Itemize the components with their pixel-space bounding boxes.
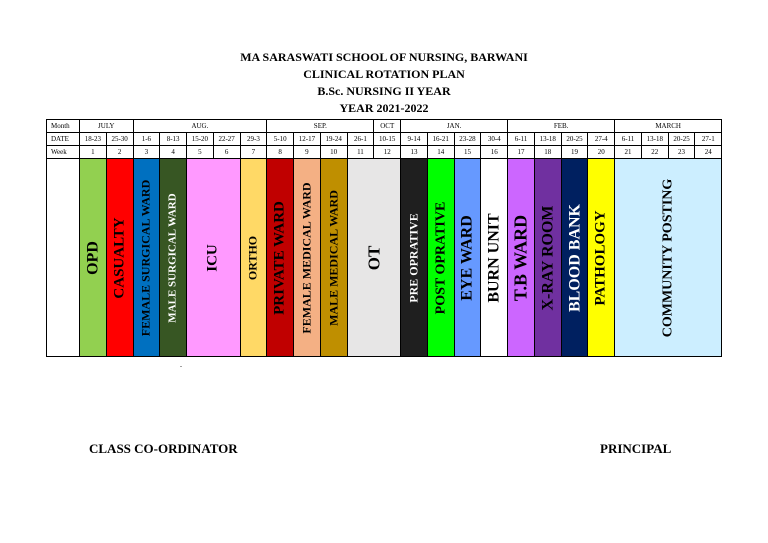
class-coordinator-signature: CLASS CO-ORDINATOR (89, 441, 238, 456)
month-cell: AUG. (133, 120, 267, 133)
week-cell: 14 (427, 146, 454, 159)
week-cell: 9 (294, 146, 321, 159)
posting-cell (106, 159, 133, 357)
date-cell: 25-30 (106, 133, 133, 146)
week-cell: 8 (267, 146, 294, 159)
week-cell: 7 (240, 146, 267, 159)
posting-cell (427, 159, 454, 357)
date-row (47, 133, 722, 146)
posting-label: MALE SURGICAL WARD (166, 192, 179, 323)
date-cell: 19-24 (320, 133, 347, 146)
week-cell: 16 (481, 146, 508, 159)
posting-label: X-RAY ROOM (539, 204, 557, 311)
week-cell: 10 (320, 146, 347, 159)
posting-cell (534, 159, 561, 357)
posting-label: OT (364, 245, 384, 270)
posting-label: OPD (84, 240, 102, 275)
posting-label: PRIVATE WARD (271, 200, 288, 315)
posting-cell (320, 159, 347, 357)
date-cell: 10-15 (374, 133, 401, 146)
posting-cell (160, 159, 187, 357)
date-cell: 6-11 (615, 133, 642, 146)
week-cell: 23 (668, 146, 695, 159)
date-cell: 16-21 (427, 133, 454, 146)
posting-cell (80, 159, 107, 357)
week-cell: 12 (374, 146, 401, 159)
posting-label: CASUALTY (111, 216, 128, 299)
posting-label: MALE MEDICAL WARD (326, 189, 341, 326)
posting-label: PRE OPRATIVE (406, 212, 421, 303)
week-cell: 13 (401, 146, 428, 159)
date-row-label: DATE (47, 133, 80, 146)
date-cell: 26-1 (347, 133, 374, 146)
rotation-table (46, 119, 722, 357)
week-cell: 11 (347, 146, 374, 159)
posting-label: EYE WARD (458, 214, 476, 301)
week-row-label: Week (47, 146, 80, 159)
posting-cell (294, 159, 321, 357)
posting-cell (267, 159, 294, 357)
date-cell: 20-25 (561, 133, 588, 146)
week-cell: 3 (133, 146, 160, 159)
posting-label: BLOOD BANK (566, 203, 583, 312)
month-cell: JULY (80, 120, 134, 133)
month-row-label: Month (47, 120, 80, 133)
posting-label: FEMALE MEDICAL WARD (299, 181, 314, 334)
date-cell: 6-11 (508, 133, 535, 146)
date-cell: 9-14 (401, 133, 428, 146)
posting-label: COMMUNITY POSTING (660, 178, 676, 337)
month-cell: FEB. (508, 120, 615, 133)
date-cell: 22-27 (213, 133, 240, 146)
date-cell: 12-17 (294, 133, 321, 146)
posting-label: FEMALE SURGICAL WARD (138, 179, 153, 336)
posting-cell (508, 159, 535, 357)
date-cell: 1-6 (133, 133, 160, 146)
week-cell: 18 (534, 146, 561, 159)
posting-row (47, 159, 722, 357)
posting-cell (240, 159, 267, 357)
posting-cell (561, 159, 588, 357)
week-cell: 15 (454, 146, 481, 159)
posting-cell (187, 159, 241, 357)
date-cell: 8-13 (160, 133, 187, 146)
month-cell: SEP. (267, 120, 374, 133)
week-cell: 17 (508, 146, 535, 159)
month-cell: OCT (374, 120, 401, 133)
date-cell: 5-10 (267, 133, 294, 146)
posting-row-label (47, 159, 80, 357)
week-cell: 19 (561, 146, 588, 159)
week-cell: 6 (213, 146, 240, 159)
posting-label: BURN UNIT (485, 212, 503, 303)
date-cell: 29-3 (240, 133, 267, 146)
week-cell: 20 (588, 146, 615, 159)
month-row (47, 120, 722, 133)
date-cell: 13-18 (641, 133, 668, 146)
stray-mark: . (180, 360, 182, 369)
week-cell: 21 (615, 146, 642, 159)
week-cell: 5 (187, 146, 214, 159)
week-cell: 1 (80, 146, 107, 159)
program-title: B.Sc. NURSING II YEAR (317, 84, 451, 98)
plan-title: CLINICAL ROTATION PLAN (303, 67, 465, 81)
posting-label: PATHOLOGY (592, 209, 609, 306)
date-cell: 20-25 (668, 133, 695, 146)
posting-cell (615, 159, 722, 357)
date-cell: 18-23 (80, 133, 107, 146)
week-cell: 22 (641, 146, 668, 159)
principal-signature: PRINCIPAL (600, 441, 672, 456)
month-cell: JAN. (401, 120, 508, 133)
posting-label: T.B WARD (510, 214, 531, 301)
month-cell: MARCH (615, 120, 722, 133)
week-cell: 2 (106, 146, 133, 159)
posting-cell (588, 159, 615, 357)
posting-label: ICU (204, 243, 221, 272)
date-cell: 27-4 (588, 133, 615, 146)
posting-label: ORTHO (245, 235, 260, 280)
date-cell: 30-4 (481, 133, 508, 146)
date-cell: 23-28 (454, 133, 481, 146)
week-row (47, 146, 722, 159)
posting-label: POST OPRATIVE (433, 201, 449, 314)
posting-cell (454, 159, 481, 357)
week-cell: 24 (695, 146, 722, 159)
year-title: YEAR 2021-2022 (339, 101, 429, 115)
posting-cell (481, 159, 508, 357)
date-cell: 13-18 (534, 133, 561, 146)
week-cell: 4 (160, 146, 187, 159)
school-title: MA SARASWATI SCHOOL OF NURSING, BARWANI (240, 50, 528, 64)
date-cell: 27-1 (695, 133, 722, 146)
posting-cell (401, 159, 428, 357)
posting-cell (133, 159, 160, 357)
posting-cell (347, 159, 401, 357)
date-cell: 15-20 (187, 133, 214, 146)
